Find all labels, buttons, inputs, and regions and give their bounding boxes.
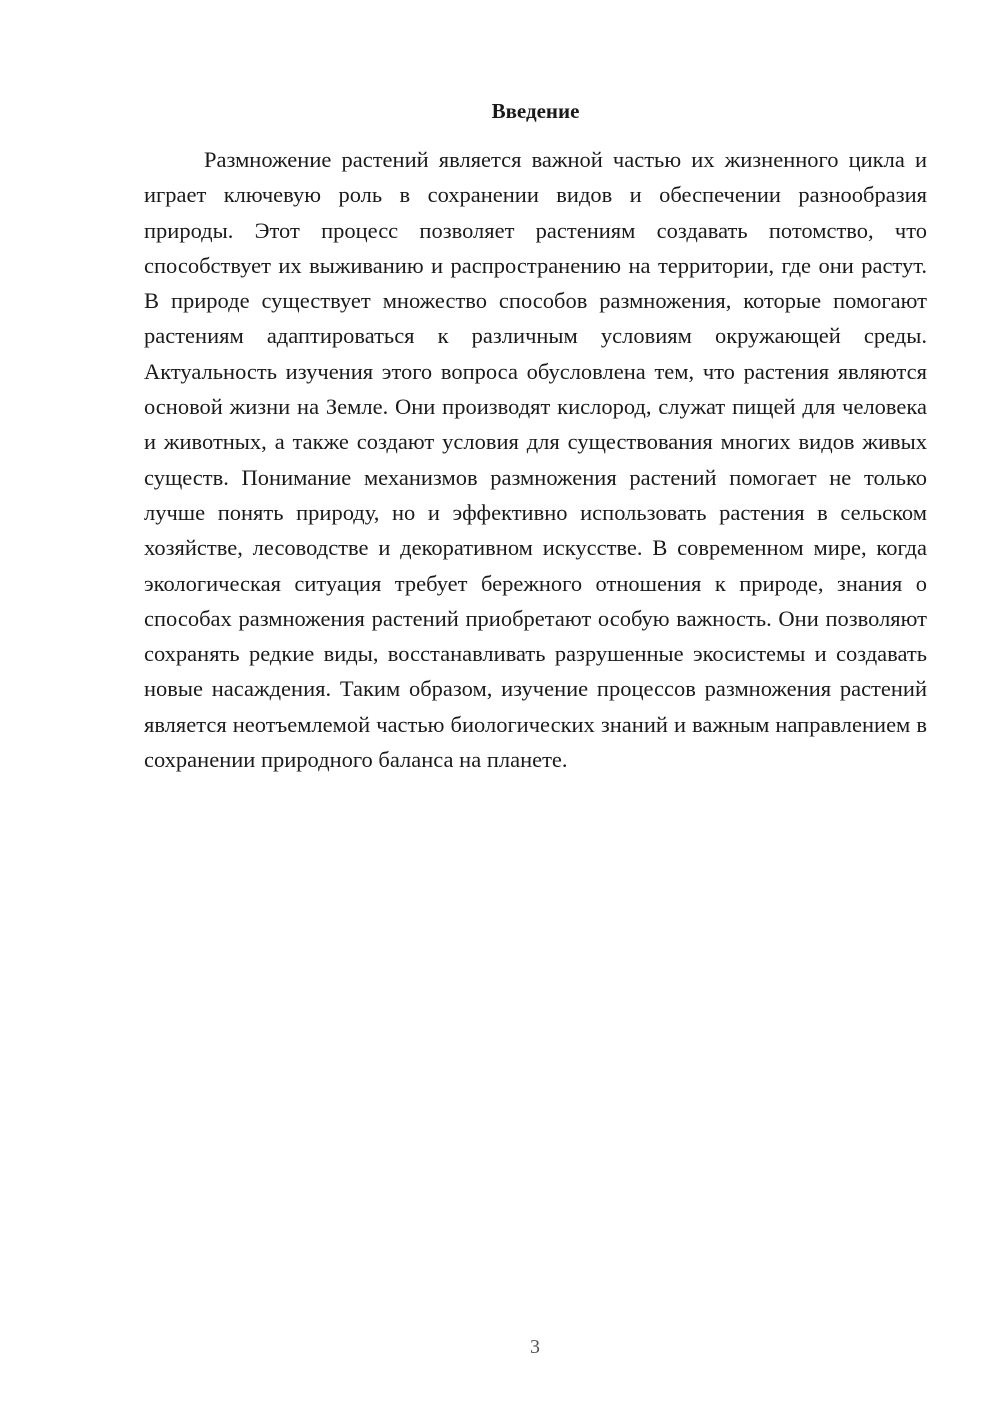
section-heading: Введение bbox=[491, 99, 580, 123]
page-number: 3 bbox=[530, 1336, 540, 1358]
body-paragraph: Размножение растений является важной частью их жизненного цикла и играет ключевую роль в сохранении видов и обеспечении разнообразия природы. Этот процесс позволяет растениям создавать потомство, что способствует их выживанию и распространению на территории, где они растут. В природе существует множество способов размножения, которые помогают растениям адаптироваться к различным условиям окружающей среды. Актуальность изучения этого вопроса обусловлена тем, что растения являются основой жизни на Земле. Они производят кислород, служат пищей для человека и животных, а также создают условия для существования многих видов живых существ. Понимание механизмов размножения растений помогает не только лучше понять природу, но и эффективно использовать растения в сельском хозяйстве, лесоводстве и декоративном искусстве. В современном мире, когда экологическая ситуация требует бережного отношения к природе, знания о способах размножения растений приобретают особую важность. Они позволяют сохранять редкие виды, восстанавливать разрушенные экосистемы и создавать новые насаждения. Таким образом, изучение процессов размножения растений является неотъемлемой частью биологических знаний и важным направлением в сохранении природного баланса на планете. bbox=[144, 147, 927, 773]
